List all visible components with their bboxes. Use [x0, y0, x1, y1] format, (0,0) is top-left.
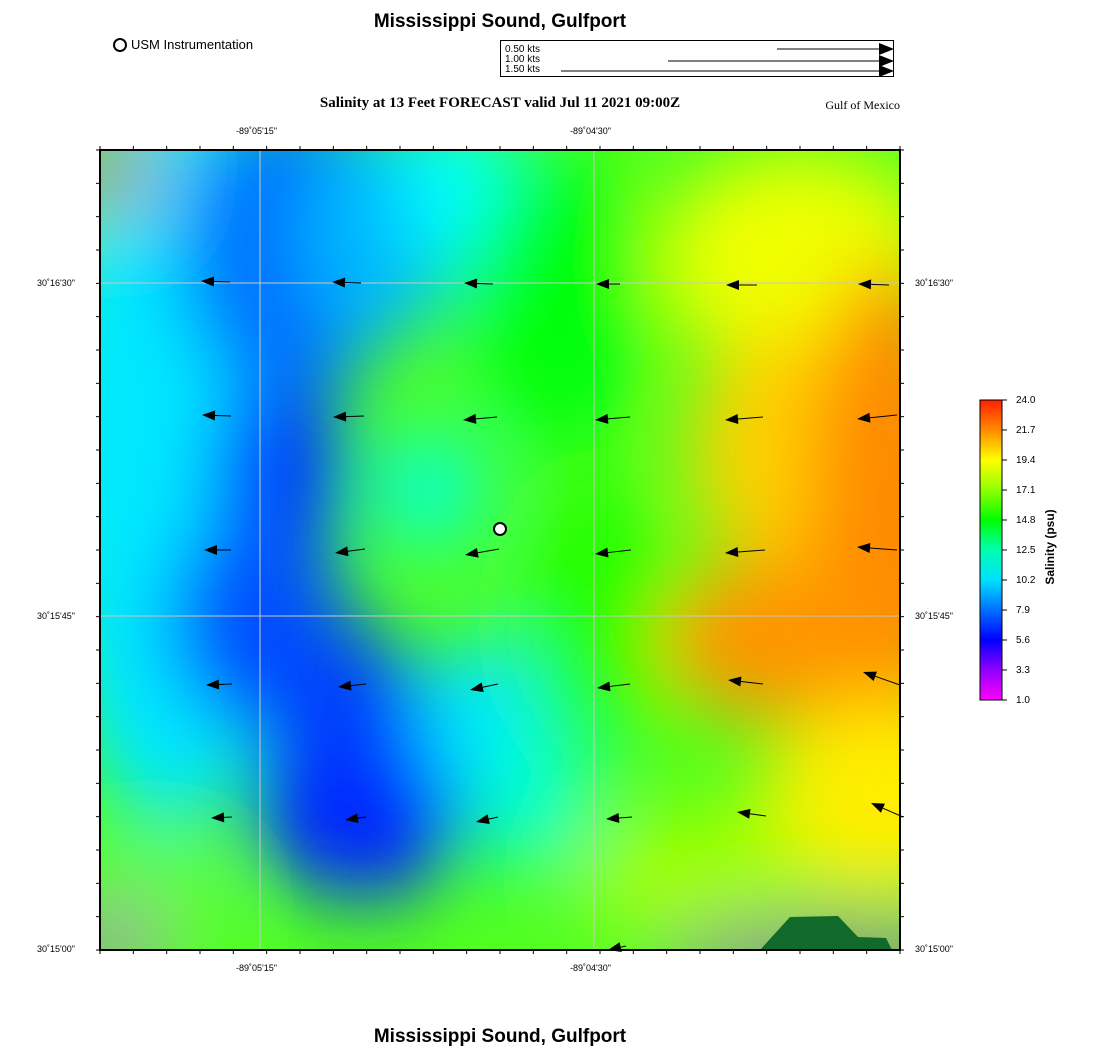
- usm-station-icon: [494, 523, 506, 535]
- colorbar-gradient: [980, 400, 1002, 700]
- lon-tick-top-1: -89˚04'30": [570, 126, 611, 136]
- lat-tick-left-2: 30˚15'00": [37, 944, 75, 954]
- colorbar-label-2: 19.4: [1016, 455, 1036, 466]
- map-title: Mississippi Sound, Gulfport: [373, 11, 627, 32]
- colorbar-label-6: 10.2: [1016, 575, 1036, 586]
- lat-tick-right-1: 30˚15'45": [915, 611, 953, 621]
- region-label: Gulf of Mexico: [825, 98, 900, 112]
- forecast-subtitle: Salinity at 13 Feet FORECAST valid Jul 11 2021 09:00Z: [319, 95, 681, 111]
- colorbar-label-1: 21.7: [1016, 425, 1036, 436]
- colorbar-label-7: 7.9: [1016, 605, 1030, 616]
- colorbar-label-3: 17.1: [1016, 485, 1036, 496]
- lat-tick-right-0: 30˚16'30": [915, 278, 953, 288]
- usm-legend-label: USM Instrumentation: [131, 37, 254, 52]
- colorbar-label-4: 14.8: [1016, 515, 1036, 526]
- speed-legend-label-0: 0.50 kts: [505, 44, 541, 55]
- lon-tick-top-0: -89˚05'15": [236, 126, 277, 136]
- speed-legend-label-2: 1.50 kts: [505, 64, 541, 75]
- speed-legend-label-1: 1.00 kts: [505, 54, 541, 65]
- lat-tick-left-0: 30˚16'30": [37, 278, 75, 288]
- salinity-field: [40, 70, 1000, 1000]
- colorbar-label-10: 1.0: [1016, 695, 1030, 706]
- salinity-colorbar: [980, 400, 1007, 700]
- colorbar-label-0: 24.0: [1016, 395, 1036, 406]
- colorbar-label-8: 5.6: [1016, 635, 1030, 646]
- lon-tick-bottom-1: -89˚04'30": [570, 963, 611, 973]
- footer-title: Mississippi Sound, Gulfport: [373, 1026, 627, 1047]
- lat-tick-left-1: 30˚15'45": [37, 611, 75, 621]
- colorbar-label-9: 3.3: [1016, 665, 1030, 676]
- lat-tick-right-2: 30˚15'00": [915, 944, 953, 954]
- lon-tick-bottom-0: -89˚05'15": [236, 963, 277, 973]
- colorbar-title: Salinity (psu): [1043, 509, 1057, 585]
- colorbar-label-5: 12.5: [1016, 545, 1036, 556]
